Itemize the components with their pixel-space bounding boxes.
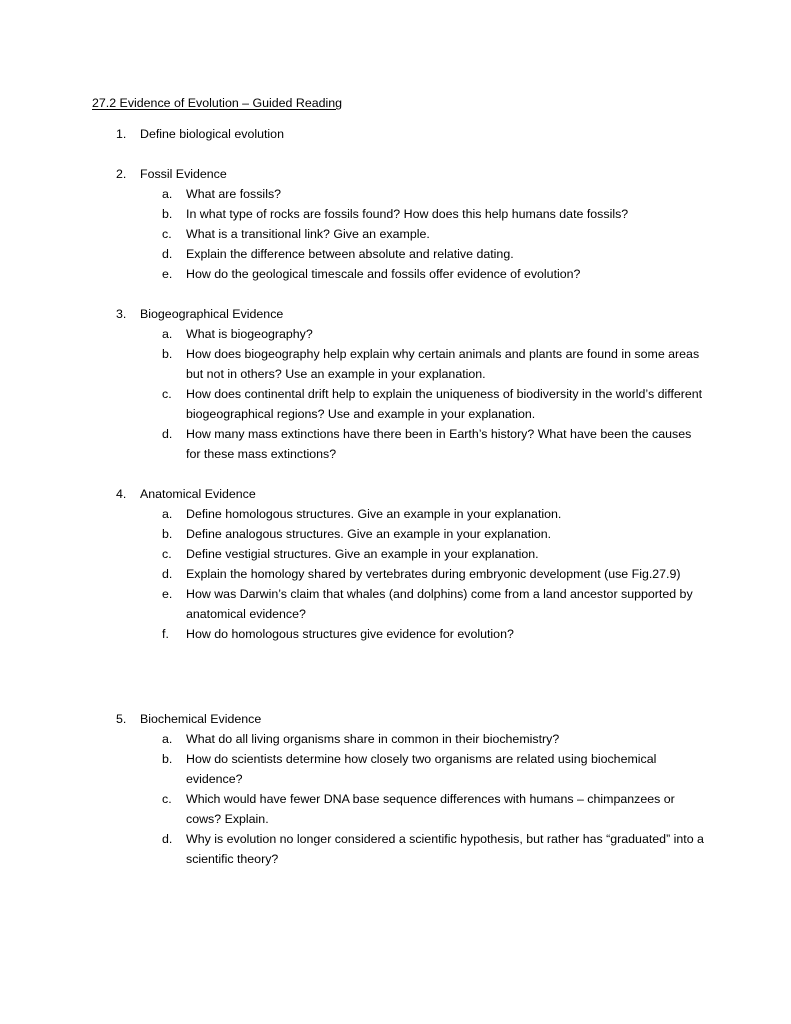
question-item bbox=[0, 244, 791, 264]
question-item bbox=[0, 524, 791, 544]
question-item bbox=[0, 264, 791, 284]
question-item bbox=[0, 829, 791, 869]
question-item bbox=[0, 789, 791, 829]
item-letter: c. bbox=[162, 547, 172, 561]
item-text: Define homologous structures. Give an example in your explanation. bbox=[186, 507, 562, 521]
item-text: In what type of rocks are fossils found? How does this help humans date fossils? bbox=[186, 207, 629, 221]
item-text: How was Darwin’s claim that whales (and dolphins) come from a land ancestor supported by anatomical evidence? bbox=[186, 587, 693, 621]
question-item bbox=[0, 384, 791, 424]
question-item bbox=[0, 224, 791, 244]
item-text: Explain the homology shared by vertebrates during embryonic development (use Fig.27.9) bbox=[186, 567, 681, 581]
item-text: Why is evolution no longer considered a scientific hypothesis, but rather has “graduated” into a scientific theory? bbox=[186, 832, 704, 866]
section-title: Anatomical Evidence bbox=[140, 487, 256, 501]
question-item bbox=[0, 624, 791, 644]
item-letter: b. bbox=[162, 752, 173, 766]
section-number: 4. bbox=[116, 487, 127, 501]
section-title: Fossil Evidence bbox=[140, 167, 227, 181]
item-text: Which would have fewer DNA base sequence differences with humans – chimpanzees or cows? Explain. bbox=[186, 792, 675, 826]
item-letter: e. bbox=[162, 587, 173, 601]
item-text: Define vestigial structures. Give an example in your explanation. bbox=[186, 547, 539, 561]
question-list bbox=[0, 729, 791, 869]
section-number: 2. bbox=[116, 167, 127, 181]
question-item bbox=[0, 324, 791, 344]
section-number: 5. bbox=[116, 712, 127, 726]
item-letter: b. bbox=[162, 347, 173, 361]
page-title: 27.2 Evidence of Evolution – Guided Reading bbox=[92, 96, 343, 110]
section-title: Biogeographical Evidence bbox=[140, 307, 284, 321]
question-list bbox=[0, 504, 791, 644]
question-list bbox=[0, 324, 791, 464]
item-text: How do scientists determine how closely two organisms are related using biochemical evidence? bbox=[186, 752, 657, 786]
item-letter: d. bbox=[162, 427, 173, 441]
item-text: How many mass extinctions have there been in Earth’s history? What have been the causes for these mass extinctions? bbox=[186, 427, 692, 461]
item-letter: e. bbox=[162, 267, 173, 281]
item-letter: c. bbox=[162, 792, 172, 806]
section-title: Define biological evolution bbox=[140, 127, 284, 141]
item-letter: a. bbox=[162, 327, 173, 341]
section-title: Biochemical Evidence bbox=[140, 712, 262, 726]
question-item bbox=[0, 729, 791, 749]
item-letter: d. bbox=[162, 832, 173, 846]
section-number: 1. bbox=[116, 127, 127, 141]
question-item bbox=[0, 564, 791, 584]
item-text: How does biogeography help explain why certain animals and plants are found in some areas but not in others? Use an example in your explanation. bbox=[186, 347, 700, 381]
item-letter: c. bbox=[162, 227, 172, 241]
question-item bbox=[0, 204, 791, 224]
question-item bbox=[0, 184, 791, 204]
question-list bbox=[0, 184, 791, 284]
item-text: How do homologous structures give evidence for evolution? bbox=[186, 627, 514, 641]
item-letter: d. bbox=[162, 567, 173, 581]
item-text: Explain the difference between absolute and relative dating. bbox=[186, 247, 514, 261]
question-item bbox=[0, 424, 791, 464]
item-letter: b. bbox=[162, 207, 173, 221]
question-item bbox=[0, 344, 791, 384]
item-letter: a. bbox=[162, 187, 173, 201]
item-text: How do the geological timescale and fossils offer evidence of evolution? bbox=[186, 267, 581, 281]
item-letter: b. bbox=[162, 527, 173, 541]
question-item bbox=[0, 504, 791, 524]
item-text: What is a transitional link? Give an example. bbox=[186, 227, 430, 241]
item-letter: c. bbox=[162, 387, 172, 401]
question-item bbox=[0, 544, 791, 564]
item-text: What do all living organisms share in common in their biochemistry? bbox=[186, 732, 560, 746]
item-text: Define analogous structures. Give an example in your explanation. bbox=[186, 527, 552, 541]
item-text: What is biogeography? bbox=[186, 327, 313, 341]
item-letter: f. bbox=[162, 627, 169, 641]
question-item bbox=[0, 749, 791, 789]
section-number: 3. bbox=[116, 307, 127, 321]
item-letter: a. bbox=[162, 507, 173, 521]
question-item bbox=[0, 584, 791, 624]
item-text: What are fossils? bbox=[186, 187, 282, 201]
item-letter: d. bbox=[162, 247, 173, 261]
item-text: How does continental drift help to explain the uniqueness of biodiversity in the world’s different biogeographical regions? Use and example in your explanation. bbox=[186, 387, 703, 421]
item-letter: a. bbox=[162, 732, 173, 746]
